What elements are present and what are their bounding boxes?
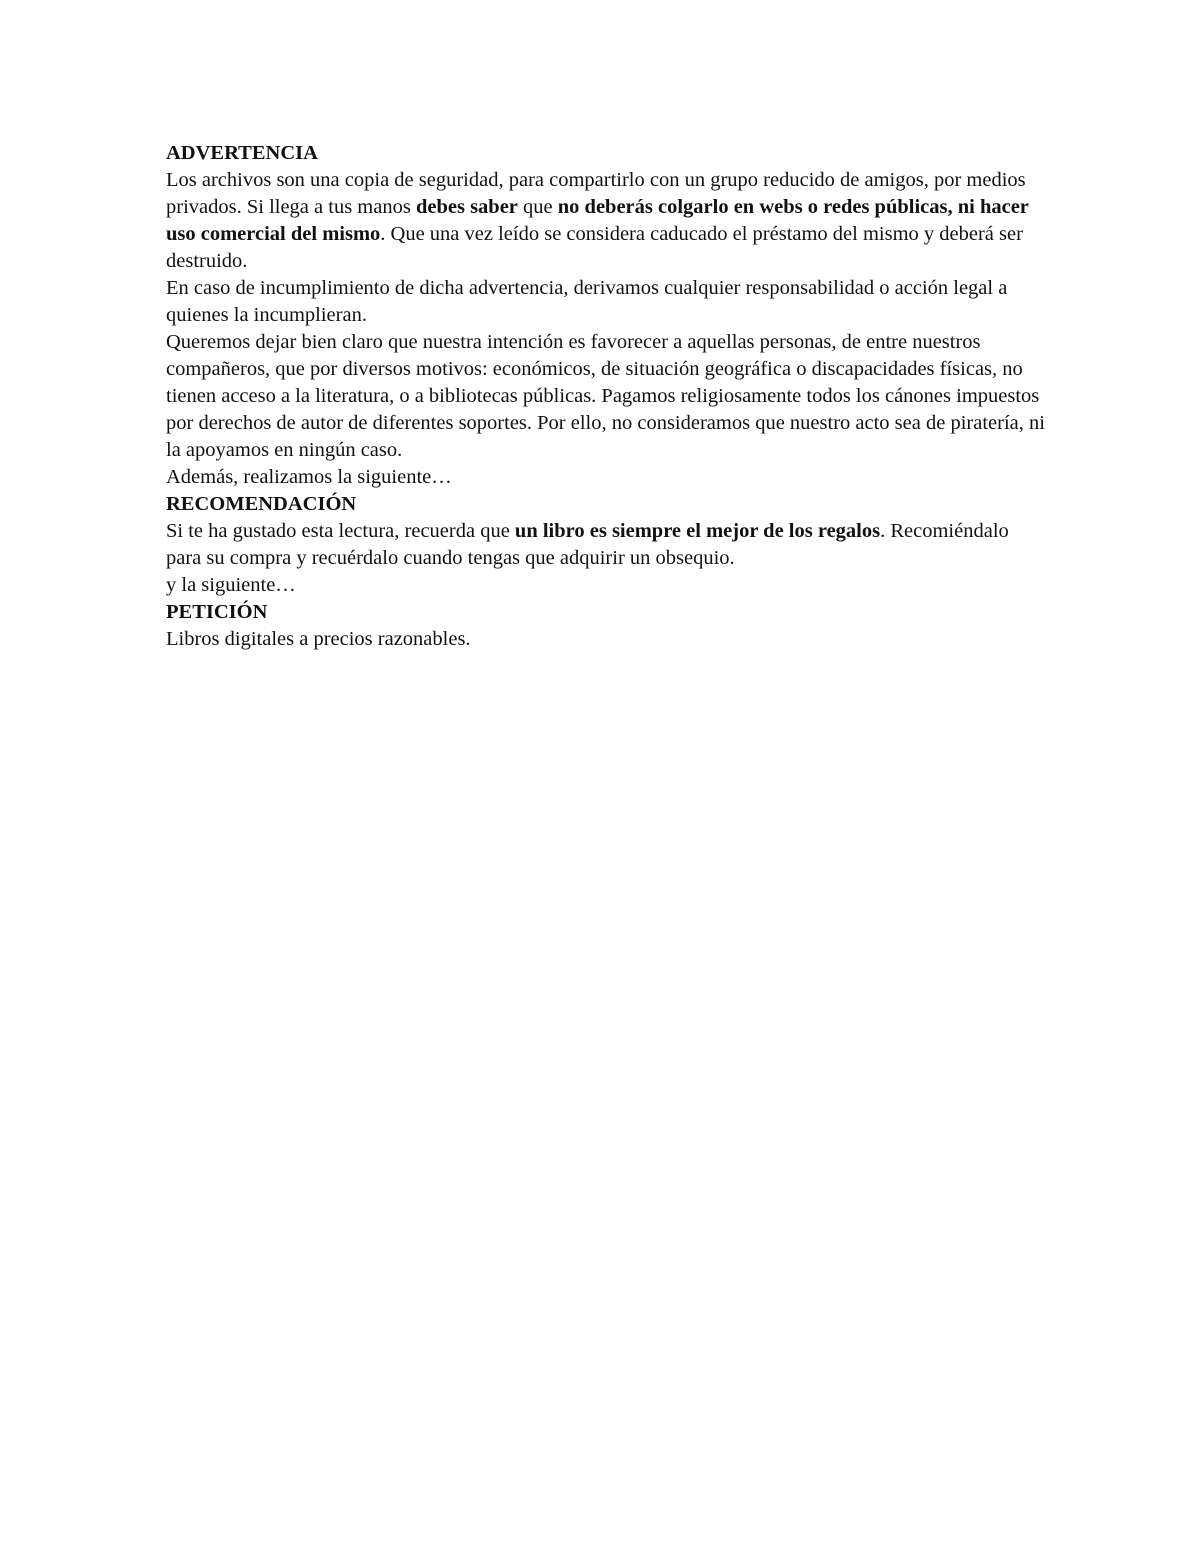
advertencia-paragraph-3: Queremos dejar bien claro que nuestra intención es favorecer a aquellas personas, de entre nuestros compañeros, que por diversos motivos: económicos, de situación geográfica o discapacidades físicas, no tienen acceso a la literatura, o a bibliotecas públicas. Pagamos religiosamente todos los cánones impuestos por derechos de autor de diferentes soportes. Por ello, no consideramos que nuestro acto sea de piratería, ni la apoyamos en ningún caso. — [166, 331, 1045, 461]
recomendacion-paragraph-2: y la siguiente… — [166, 574, 296, 596]
recomendacion-paragraph-1 — [166, 518, 1046, 572]
advertencia-p1-text-1: Los archivos son una copia de seguridad, para compartirlo con un grupo reducido de amigos, por medios privados. Si llega a tus manos — [166, 169, 1026, 218]
recomendacion-heading: RECOMENDACIÓN — [166, 493, 357, 515]
advertencia-p1-bold-1: debes saber — [415, 196, 518, 218]
advertencia-paragraph-1 — [166, 167, 1046, 275]
peticion-paragraph-1: Libros digitales a precios razonables. — [166, 628, 471, 650]
peticion-heading: PETICIÓN — [166, 601, 268, 623]
recomendacion-p1-text-1: Si te ha gustado esta lectura, recuerda que — [166, 520, 515, 542]
recomendacion-p1-bold-1: un libro es siempre el mejor de los regalos — [514, 520, 881, 542]
advertencia-paragraph-2: En caso de incumplimiento de dicha advertencia, derivamos cualquier responsabilidad o acción legal a quienes la incumplieran. — [166, 277, 1008, 326]
recomendacion-p1-text-2: . Recomiéndalo para su compra y recuérdalo cuando tengas que adquirir un obsequio. — [166, 520, 1009, 569]
advertencia-heading: ADVERTENCIA — [166, 142, 318, 164]
advertencia-paragraph-4: Además, realizamos la siguiente… — [166, 466, 452, 488]
advertencia-p1-bold-2: no deberás colgarlo en webs o redes públicas, ni hacer uso comercial del mismo — [166, 196, 1029, 245]
advertencia-p1-text-3: . Que una vez leído se considera caducado el préstamo del mismo y deberá ser destruido. — [166, 223, 1023, 272]
advertencia-p1-text-2: que — [517, 196, 558, 218]
document-body — [166, 140, 1046, 653]
